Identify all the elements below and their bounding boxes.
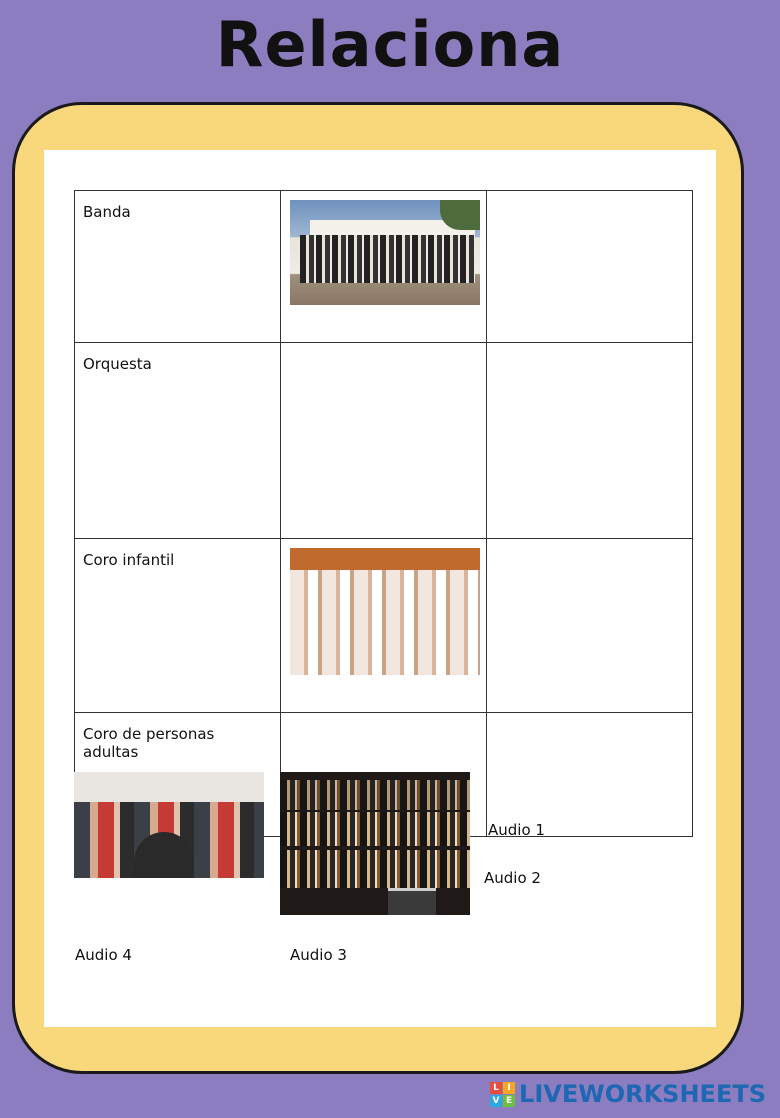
image-cell[interactable]: [281, 539, 487, 713]
audio-1-button[interactable]: Audio 1: [488, 821, 545, 839]
row-label-coro-adultos: Coro de personas adultas: [75, 713, 281, 837]
table-row: [75, 191, 693, 343]
orchestra-section: [280, 850, 470, 888]
choir-row: [290, 636, 480, 675]
audio-drop-cell[interactable]: [487, 539, 693, 713]
audio-drop-cell[interactable]: [487, 191, 693, 343]
logo-letter: V: [490, 1095, 502, 1107]
logo-mark-icon: [490, 1082, 515, 1107]
table-row: [75, 539, 693, 713]
audio-drop-cell[interactable]: [487, 713, 693, 837]
audio-3-button[interactable]: Audio 3: [290, 946, 347, 964]
logo-letter: I: [503, 1082, 515, 1094]
logo-text: LIVEWORKSHEETS: [519, 1080, 766, 1108]
orchestra-photo[interactable]: [280, 772, 470, 915]
orchestra-section: [280, 780, 470, 810]
liveworksheets-logo[interactable]: [490, 1080, 766, 1108]
adult-choir-photo[interactable]: [74, 772, 264, 878]
logo-letter: L: [490, 1082, 502, 1094]
childrens-choir-photo[interactable]: [290, 548, 480, 675]
orchestra-section: [280, 812, 470, 846]
row-label-orquesta: Orquesta: [75, 343, 281, 539]
image-drop-cell[interactable]: [281, 343, 487, 539]
table-row: [75, 343, 693, 539]
logo-letter: E: [503, 1095, 515, 1107]
image-cell[interactable]: [281, 191, 487, 343]
row-label-coro-infantil: Coro infantil: [75, 539, 281, 713]
row-label-banda: Banda: [75, 191, 281, 343]
band-members: [300, 235, 475, 283]
conductor-podium: [388, 888, 436, 915]
audio-drop-cell[interactable]: [487, 343, 693, 539]
page-title: Relaciona: [215, 8, 565, 81]
audio-4-button[interactable]: Audio 4: [75, 946, 132, 964]
band-photo[interactable]: [290, 200, 480, 305]
matching-table: [74, 190, 693, 837]
audio-2-button[interactable]: Audio 2: [484, 869, 541, 887]
